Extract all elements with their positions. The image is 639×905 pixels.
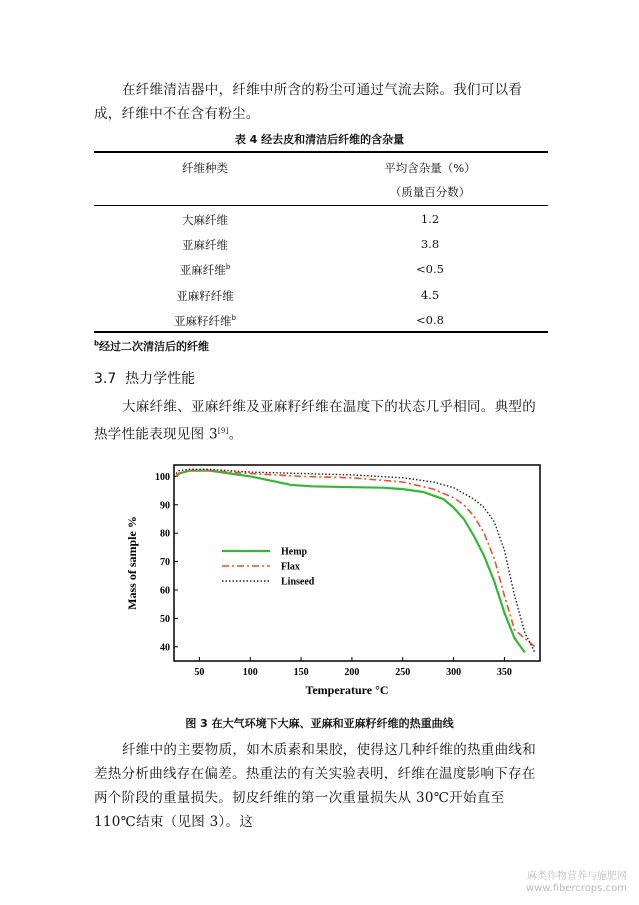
x-tick-label: 50	[194, 667, 205, 678]
watermark: 麻类作物营养与施肥网 www.fibercrops.com	[525, 871, 627, 894]
table-row-name: 大麻纤维	[182, 213, 228, 227]
section-heading: 3.7 热力学性能	[94, 371, 196, 387]
y-tick-label: 90	[160, 500, 170, 512]
table-header-unit: （质量百分数）	[389, 185, 471, 199]
table-top-rule	[94, 151, 548, 153]
y-tick-label: 80	[160, 528, 170, 540]
intro-paragraph: 在纤维清洁器中，纤维中所含的粉尘可通过气流去除。我们可以看成，纤维中不在含有粉尘。	[94, 82, 523, 122]
table-footnote: $^b$经过二次清洁后的纤维	[94, 339, 210, 353]
legend-label: Hemp	[281, 546, 308, 558]
table-caption: 表 4 经去皮和清洁后纤维的含杂量	[234, 133, 405, 146]
legend-label: Flax	[281, 561, 300, 573]
table-row-name: 亚麻籽纤维	[176, 289, 234, 303]
y-tick-label: 70	[160, 557, 170, 569]
x-tick-label: 300	[446, 667, 462, 678]
series-line-linseed	[176, 469, 535, 652]
table-row-name: 亚麻纤维$^b$	[179, 263, 231, 277]
figure-caption: 图 3 在大气环境下大麻、亚麻和亚麻籽纤维的热重曲线	[185, 717, 454, 730]
thermogravimetric-chart	[118, 455, 548, 705]
table-header-fiber-type: 纤维种类	[182, 161, 228, 175]
plot-frame	[174, 465, 540, 661]
x-tick-label: 350	[496, 667, 512, 678]
thermal-paragraph: 大麻纤维、亚麻纤维及亚麻籽纤维在温度下的状态几乎相同。典型的热学性能表现见图 3[9]。	[94, 399, 536, 443]
analysis-paragraph: 纤维中的主要物质，如木质素和果胶，使得这几种纤维的热重曲线和差热分析曲线存在偏差。热重法的有关实验表明，纤维在温度影响下存在两个阶段的重量损失。韧皮纤维的第一次重量损失从 30℃开始直至 110℃结束（见图 3）。这	[94, 742, 536, 830]
table-header-impurity: 平均含杂量（%）	[384, 161, 476, 175]
y-tick-label: 60	[160, 585, 170, 597]
x-tick-label: 150	[293, 667, 309, 678]
y-tick-label: 50	[160, 613, 170, 625]
table-header-rule	[94, 205, 548, 206]
table-row-value: 4.5	[420, 288, 440, 302]
x-tick-label: 250	[395, 667, 411, 678]
y-tick-label: 100	[155, 471, 170, 483]
table-row-name: 亚麻籽纤维$^b$	[174, 314, 236, 328]
x-axis-label: Temperature °C	[305, 683, 389, 697]
table-row-value: 3.8	[420, 237, 440, 251]
series-line-flax	[176, 471, 535, 647]
x-tick-label: 200	[344, 667, 360, 678]
x-tick-label: 100	[242, 667, 258, 678]
table-row-value: <0.8	[416, 313, 444, 327]
table-row-value: <0.5	[416, 262, 444, 276]
y-axis-label: Mass of sample %	[125, 516, 139, 610]
table-bottom-rule	[94, 331, 548, 333]
y-tick-label: 40	[160, 642, 170, 654]
table-row-name: 亚麻纤维	[182, 238, 228, 252]
legend-label: Linseed	[281, 576, 315, 588]
table-row-value: 1.2	[420, 212, 440, 226]
